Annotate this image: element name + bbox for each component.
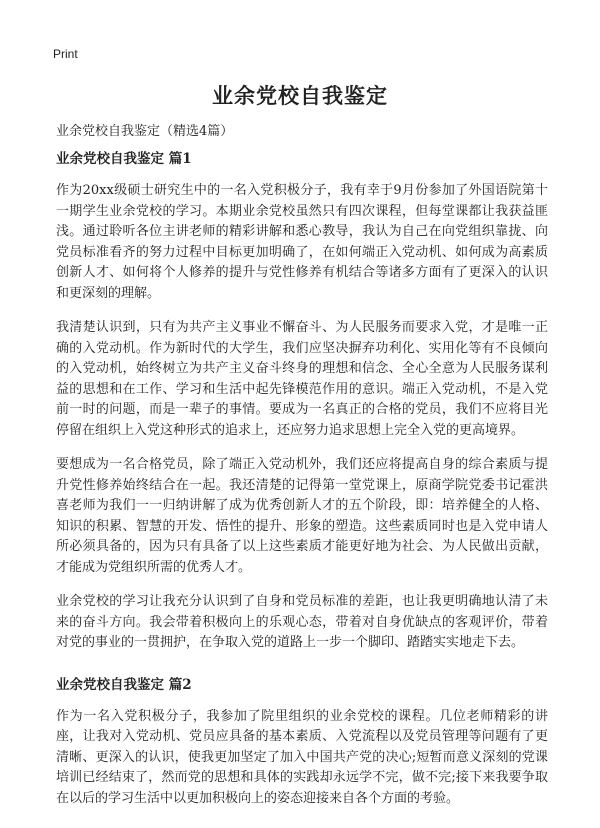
- section-heading: 业余党校自我鉴定 篇1: [56, 151, 192, 167]
- document-subtitle: 业余党校自我鉴定（精选4篇）: [56, 124, 234, 139]
- paragraph: 作为一名入党积极分子，我参加了院里组织的业余党校的课程。几位老师精彩的讲座，让我对入党动机、党员应具备的基本素质、入党流程以及党员管理等问题有了更清晰、更深入的认识，使我更加坚定了加入中国共产党的决心;短暂而意义深刻的党课培训已经结束了，然而党的思想和具体的实践却永远学不完，做不完;接下来我要争取在以后的学习生活中以更加积极向上的姿态迎接来自各个方面的考验。: [56, 708, 548, 806]
- page-title: 业余党校自我鉴定: [212, 83, 388, 108]
- essay-section-2: [56, 676, 548, 810]
- paragraph: 我清楚认识到，只有为共产主义事业不懈奋斗、为人民服务而要求入党，才是唯一正确的入党动机。作为新时代的大学生，我们应坚决摒弃功利化、实用化等有不良倾向的入党动机，始终树立为共产主义奋斗终身的理想和信念、全心全意为人民服务谋利益的思想和在工作、学习和生活中起先锋模范作用的意识。端正入党动机，不是入党前一时的问题，而是一辈子的事情。要成为一名真正的合格的党员，我们不应将目光停留在组织上入党这种形式的追求上，还应努力追求思想上完全入党的更高境界。: [56, 320, 548, 438]
- print-link[interactable]: Print: [53, 47, 78, 61]
- section-heading: 业余党校自我鉴定 篇2: [56, 676, 192, 693]
- paragraph: 作为20xx级硕士研究生中的一名入党积极分子，我有幸于9月份参加了外国语院第十一期学生业余党校的学习。本期业余党校虽然只有四次课程，但每堂课都让我获益匪浅。通过聆听各位主讲老师的精彩讲解和悉心教导，我认为自己在向党组织靠拢、向党员标准看齐的努力过程中目标更加明确了，在如何端正入党动机、如何成为高素质创新人才、如何将个人修养的提升与党性修养有机结合等诸多方面有了更深入的认识和更深刻的理解。: [56, 183, 548, 301]
- document-body: [56, 150, 548, 823]
- paragraph: 业余党校的学习让我充分认识到了自身和党员标准的差距，也让我更明确地认清了未来的奋斗方向。我会带着积极向上的乐观心态，带着对自身优缺点的客观评价，带着对党的事业的一贯拥护，在争取入党的道路上一步一个脚印、踏踏实实地走下去。: [56, 594, 548, 650]
- paragraph: 要想成为一名合格党员，除了端正入党动机外，我们还应将提高自身的综合素质与提升党性修养始终结合在一起。我还清楚的记得第一堂党课上，原商学院党委书记霍洪喜老师为我们一一归纳讲解了成为优秀创新人才的五个阶段，即：培养健全的人格、知识的积累、智慧的开发、悟性的提升、形象的塑造。这些素质同时也是入党申请人所必须具备的，因为只有具备了以上这些素质才能更好地为社会、为人民做出贡献，才能成为党组织所需的优秀人才。: [56, 457, 548, 575]
- essay-section-1: [56, 150, 548, 654]
